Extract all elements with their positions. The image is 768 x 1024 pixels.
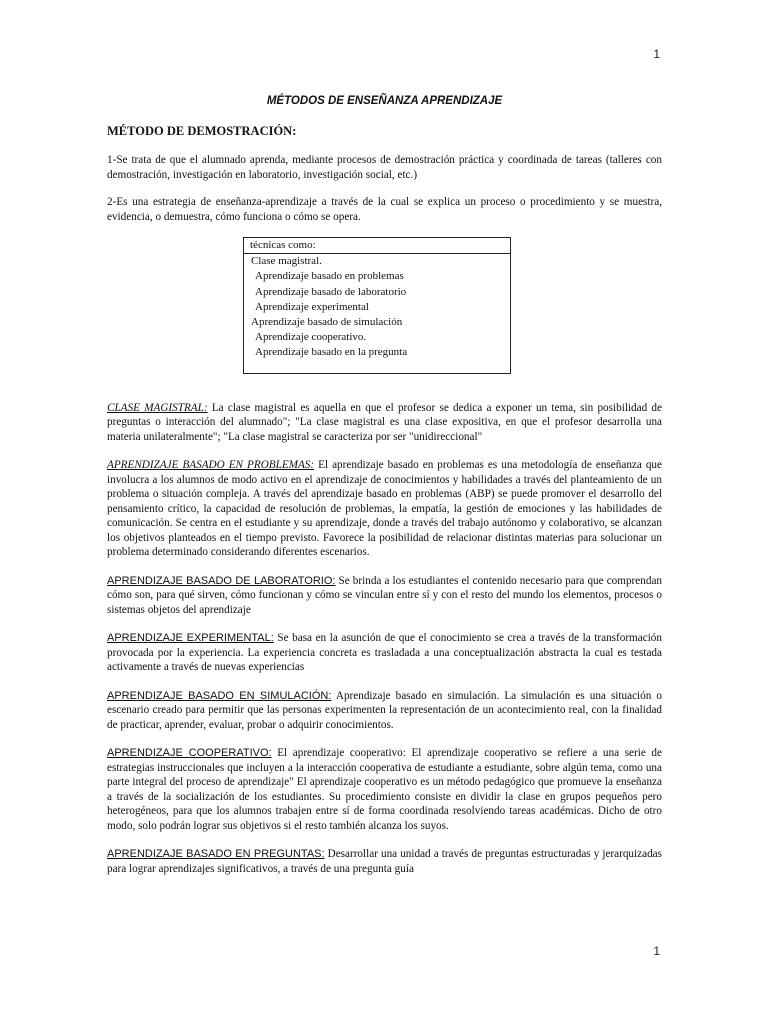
technique-item: Aprendizaje experimental [255, 300, 369, 313]
technique-item: Aprendizaje cooperativo. [255, 331, 367, 344]
technique-item: Aprendizaje basado en problemas [255, 270, 404, 283]
section-term: APRENDIZAJE BASADO EN SIMULACIÓN: [107, 689, 332, 702]
section-aprendizaje-preguntas [107, 847, 662, 876]
section-text: Se basa en la asunción de que el conocimiento se crea a través de la transformación provocada por la experiencia. La experiencia concreta es trasladada a una conceptualización abstracta la cual es testada activamente a través de nuevas experiencias [107, 632, 662, 674]
page-number-bottom: 1 [653, 944, 660, 958]
section-text: Aprendizaje basado en simulación. La simulación es una situación o escenario creado para permitir que las personas experimenten la representación de un acontecimiento real, con la finalidad de practicar, aprender, evaluar, probar o adquirir conocimientos. [107, 689, 662, 731]
page-content [107, 95, 662, 876]
section-term: APRENDIZAJE COOPERATIVO: [107, 747, 272, 760]
section-term: APRENDIZAJE BASADO DE LABORATORIO: [107, 574, 336, 587]
section-term: APRENDIZAJE BASADO EN PROBLEMAS: [107, 459, 315, 472]
section-term: APRENDIZAJE EXPERIMENTAL: [107, 632, 274, 645]
section-term: APRENDIZAJE BASADO EN PREGUNTAS: [107, 848, 325, 861]
section-aprendizaje-laboratorio [107, 574, 662, 618]
section-text: La clase magistral es aquella en que el profesor se dedica a exponer un tema, sin posibilidad de preguntas o interacción del alumnado"; "La clase magistral es una clase expositiva, en que el profesor desarrolla una materia unilateralmente"; "La clase magistral se caracteriza por ser "unidireccional" [107, 401, 662, 443]
section-aprendizaje-cooperativo [107, 746, 662, 833]
paragraph-1: 1-Se trata de que el alumnado aprenda, mediante procesos de demostración práctica y coordinada de tareas (talleres con demostración, investigación en laboratorio, investigación social, etc.) [107, 154, 662, 181]
section-term: CLASE MAGISTRAL: [107, 401, 208, 414]
section-clase-magistral [107, 401, 662, 445]
technique-item: Clase magistral. [251, 255, 322, 268]
section-aprendizaje-problemas [107, 458, 662, 560]
section-text: El aprendizaje basado en problemas es una metodología de enseñanza que involucra a los alumnos de modo activo en el aprendizaje de conocimientos y habilidades a través del planteamiento de un problema o situación compleja. A través del aprendizaje basado en problemas (ABP) se puede promover el desarrollo del pensamiento crítico, la capacidad de resolución de problemas, la empatía, la gestión de emociones y las habilidades de comunicación. Se centra en el estudiante y su aprendizaje, donde a través del trabajo autónomo y colaborativo, se alcanzan los objetivos planteados en el tiempo previsto. Favorece la posibilidad de relacionar distintas materias para solucionar un problema determinado considerando diferentes escenarios. [107, 459, 662, 559]
technique-item: Aprendizaje basado de simulación [251, 316, 403, 329]
document-title: MÉTODOS DE ENSEÑANZA APRENDIZAJE [266, 95, 503, 107]
section-subtitle: MÉTODO DE DEMOSTRACIÓN: [107, 124, 297, 138]
technique-item: Aprendizaje basado de laboratorio [255, 285, 407, 298]
section-aprendizaje-experimental [107, 631, 662, 675]
techniques-box-heading: técnicas como: [244, 238, 510, 254]
section-text: Desarrollar una unidad a través de preguntas estructuradas y jerarquizadas para lograr aprendizajes significativos, a través de una pregunta guía [107, 848, 662, 875]
section-text: Se brinda a los estudiantes el contenido necesario para que comprendan cómo son, para qué sirven, cómo funcionan y cómo se vinculan entre sí y con el resto del mundo los elementos, procesos o sistemas objetos del aprendizaje [107, 574, 662, 616]
paragraph-2: 2-Es una estrategia de enseñanza-aprendizaje a través de la cual se explica un proceso o procedimiento y se muestra, evidencia, o demuestra, cómo funciona o cómo se opera. [107, 196, 662, 223]
page-number-top: 1 [653, 47, 660, 61]
technique-item: Aprendizaje basado en la pregunta [255, 346, 408, 359]
techniques-box [243, 237, 511, 374]
section-aprendizaje-simulacion [107, 689, 662, 733]
section-text: El aprendizaje cooperativo: El aprendizaje cooperativo se refiere a una serie de estrategias instruccionales que incluyen a la interacción cooperativa de estudiante a estudiante, sobre algún tema, como una parte integral del proceso de aprendizaje" El aprendizaje cooperativo es un método pedagógico que promueve la enseñanza a través de la socialización de los estudiantes. Su procedimiento consiste en dividir la clase en grupos pequeños pero heterogéneos, para que los alumnos trabajen entre sí de forma coordinada resolviendo tareas académicas. Dicho de otro modo, solo podrán lograr sus objetivos si el resto también alcanza los suyos. [107, 747, 662, 832]
